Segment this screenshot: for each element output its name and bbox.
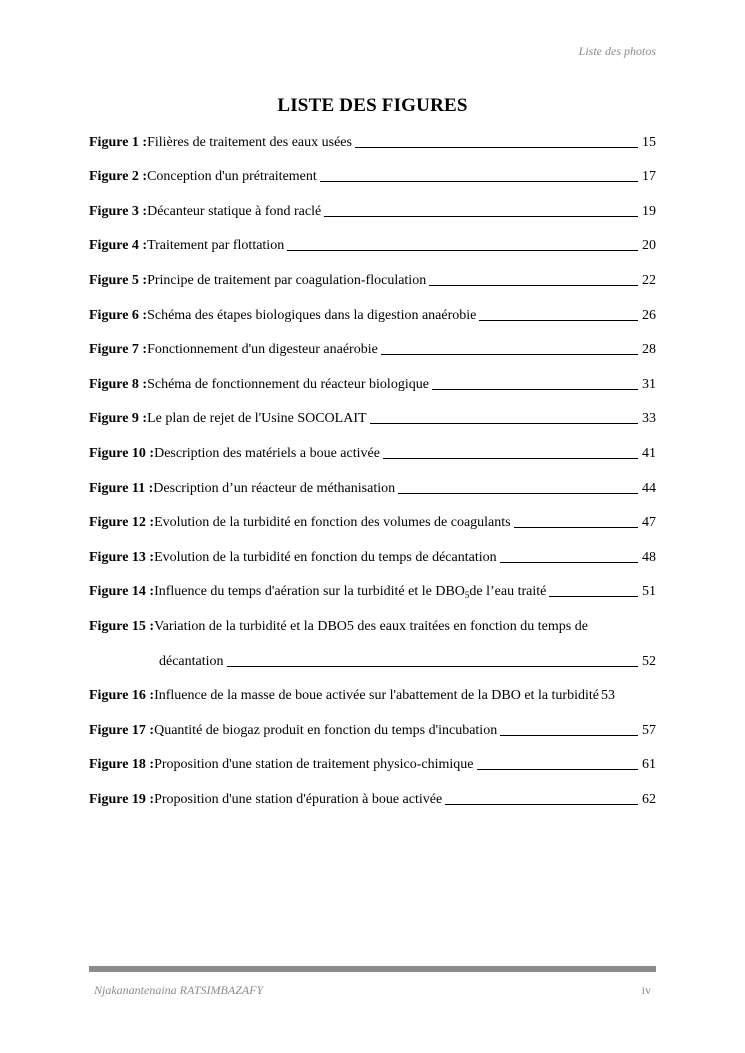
figure-caption-end: de l’eau traité: [469, 584, 547, 600]
dot-leader: [383, 458, 638, 459]
toc-entry[interactable]: [89, 126, 656, 161]
dot-leader: [549, 596, 638, 597]
figure-label: Figure 5 :: [89, 272, 148, 288]
page-number: 61: [642, 757, 656, 773]
page-number: 62: [642, 791, 656, 807]
dot-leader: [514, 527, 638, 528]
dot-leader: [324, 216, 638, 217]
dot-leader: [432, 389, 638, 390]
figure-caption: Quantité de biogaz produit en fonction du temps d'incubation: [154, 722, 498, 738]
footer-divider: [89, 966, 656, 972]
page-number: 19: [642, 203, 656, 219]
toc-entry[interactable]: [89, 541, 656, 576]
dot-leader: [445, 804, 638, 805]
figure-label: Figure 13 :: [89, 549, 155, 565]
figure-label: Figure 3 :: [89, 203, 148, 219]
figure-label: Figure 8 :: [89, 376, 148, 392]
footer-page-number: iv: [641, 983, 651, 997]
figure-label: Figure 18 :: [89, 757, 155, 773]
figure-caption: Evolution de la turbidité en fonction du temps de décantation: [154, 549, 497, 565]
page-number: 22: [642, 272, 656, 288]
figure-caption: Description des matériels a boue activée: [154, 445, 380, 461]
page-title: LISTE DES FIGURES: [277, 95, 468, 116]
toc-entry[interactable]: [89, 230, 656, 265]
figure-list: [89, 126, 656, 818]
page-number: 44: [642, 480, 656, 496]
page-number: 48: [642, 549, 656, 565]
toc-entry[interactable]: [89, 576, 656, 611]
page-number: 26: [642, 307, 656, 323]
dot-leader: [320, 181, 638, 182]
dot-leader: [429, 285, 638, 286]
figure-label: Figure 2 :: [89, 169, 148, 185]
dot-leader: [398, 493, 638, 494]
footer-author: Njakanantenaina RATSIMBAZAFY: [94, 983, 264, 997]
figure-caption: Schéma de fonctionnement du réacteur biologique: [147, 376, 429, 392]
figure-caption: Principe de traitement par coagulation-floculation: [147, 272, 427, 288]
figure-label: Figure 17 :: [89, 722, 155, 738]
toc-entry[interactable]: [89, 195, 656, 230]
figure-caption: Schéma des étapes biologiques dans la digestion anaérobie: [147, 307, 477, 323]
figure-label: Figure 15 :: [89, 618, 155, 634]
figure-caption: Le plan de rejet de l'Usine SOCOLAIT: [147, 411, 367, 427]
figure-caption: Filières de traitement des eaux usées: [147, 134, 352, 150]
page-number: 31: [642, 376, 656, 392]
toc-entry[interactable]: [89, 680, 656, 715]
dot-leader: [381, 354, 638, 355]
toc-entry[interactable]: [89, 507, 656, 542]
toc-entry[interactable]: [89, 368, 656, 403]
toc-entry[interactable]: [89, 403, 656, 438]
toc-entry[interactable]: [89, 714, 656, 749]
figure-label: Figure 12 :: [89, 515, 155, 531]
figure-caption: Proposition d'une station d'épuration à boue activée: [154, 791, 443, 807]
toc-entry[interactable]: [89, 472, 656, 507]
page-number: 52: [642, 653, 656, 669]
page-number: 41: [642, 445, 656, 461]
figure-label: Figure 6 :: [89, 307, 148, 323]
figure-caption: Conception d'un prétraitement: [147, 169, 317, 185]
figure-label: Figure 14 :: [89, 584, 155, 600]
subscript: 5: [464, 590, 470, 601]
figure-caption: Décanteur statique à fond raclé: [147, 203, 322, 219]
toc-entry[interactable]: [89, 334, 656, 369]
page-number: 57: [642, 722, 656, 738]
dot-leader: [227, 666, 638, 667]
running-header: Liste des photos: [578, 44, 656, 58]
toc-entry[interactable]: [89, 749, 656, 784]
page-number: 28: [642, 342, 656, 358]
page-number: 20: [642, 238, 656, 254]
figure-caption-continuation: décantation: [159, 653, 224, 669]
figure-caption: Fonctionnement d'un digesteur anaérobie: [147, 342, 378, 358]
figure-label: Figure 1 :: [89, 134, 148, 150]
dot-leader: [479, 320, 638, 321]
figure-label: Figure 19 :: [89, 791, 155, 807]
toc-entry[interactable]: [89, 610, 656, 645]
figure-label: Figure 7 :: [89, 342, 148, 358]
dot-leader: [477, 769, 639, 770]
figure-caption: Description d’un réacteur de méthanisation: [153, 480, 396, 496]
figure-label: Figure 16 :: [89, 688, 155, 704]
figure-caption: Evolution de la turbidité en fonction des volumes de coagulants: [154, 515, 511, 531]
toc-entry[interactable]: [89, 161, 656, 196]
toc-entry[interactable]: [89, 437, 656, 472]
figure-label: Figure 4 :: [89, 238, 148, 254]
figure-label: Figure 9 :: [89, 411, 148, 427]
page-number: 47: [642, 515, 656, 531]
figure-label: Figure 10 :: [89, 445, 155, 461]
toc-entry[interactable]: [89, 783, 656, 818]
toc-entry[interactable]: [89, 299, 656, 334]
toc-entry[interactable]: [89, 264, 656, 299]
page-number: 53: [600, 688, 615, 704]
figure-caption: Influence du temps d'aération sur la turbidité et le DBO: [154, 584, 465, 600]
figure-caption: Traitement par flottation: [147, 238, 285, 254]
dot-leader: [287, 250, 638, 251]
page-number: 51: [642, 584, 656, 600]
toc-entry-continuation[interactable]: [89, 645, 656, 680]
page-number: 15: [642, 134, 656, 150]
dot-leader: [370, 423, 638, 424]
page-number: 17: [642, 169, 656, 185]
figure-caption: Proposition d'une station de traitement physico-chimique: [154, 757, 474, 773]
dot-leader: [355, 147, 638, 148]
page-number: 33: [642, 411, 656, 427]
figure-caption: Influence de la masse de boue activée sur l'abattement de la DBO et la turbidité: [154, 688, 599, 704]
figure-label: Figure 11 :: [89, 480, 154, 496]
dot-leader: [500, 562, 638, 563]
dot-leader: [500, 735, 638, 736]
figure-caption: Variation de la turbidité et la DBO5 des eaux traitées en fonction du temps de: [154, 618, 588, 634]
